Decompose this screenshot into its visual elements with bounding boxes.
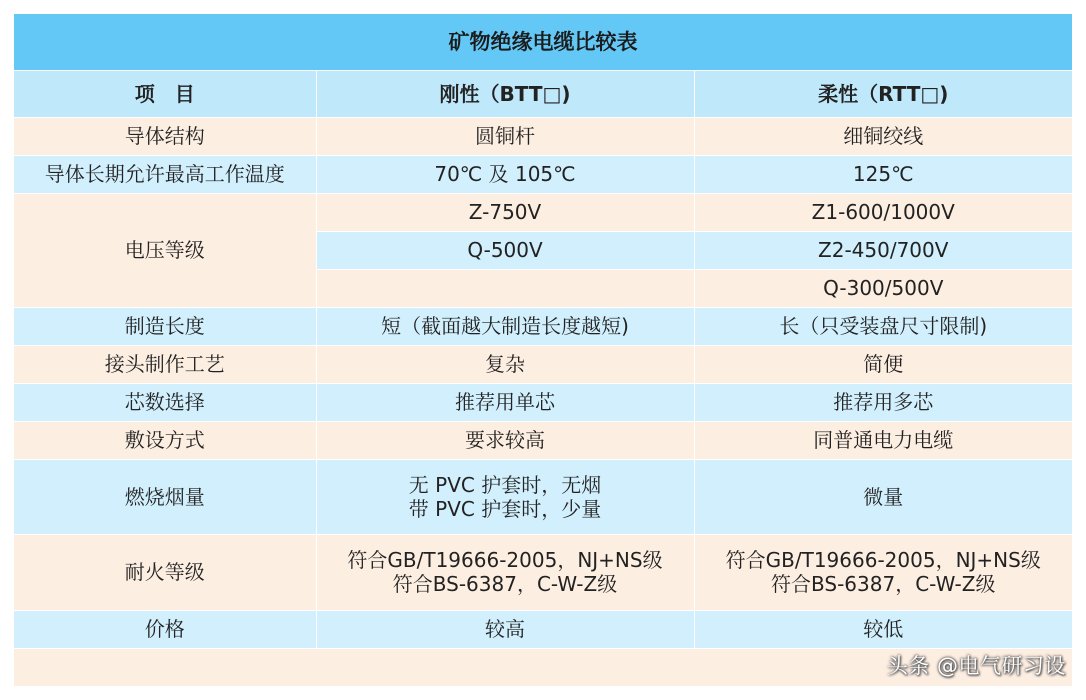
row-label: 燃烧烟量 [14,459,316,534]
rigid-value: 复杂 [316,345,694,383]
row-label: 芯数选择 [14,383,316,421]
flexible-value: Z2-450/700V [694,231,1072,269]
header-flexible: 柔性（RTT□) [694,70,1072,117]
row-label: 电压等级 [14,193,316,307]
row-label: 耐火等级 [14,534,316,610]
flexible-value: 细铜绞线 [694,117,1072,155]
rigid-line: 无 PVC 护套时，无烟 [408,472,602,497]
flexible-value: 同普通电力电缆 [694,421,1072,459]
table-row [14,610,1072,648]
row-label: 接头制作工艺 [14,345,316,383]
table-row [14,307,1072,345]
rigid-value [316,534,694,610]
table-row [14,345,1072,383]
rigid-value [316,459,694,534]
flexible-value: 较低 [694,610,1072,648]
flexible-value: 125℃ [694,155,1072,193]
flexible-value [694,534,1072,610]
rigid-value: 圆铜杆 [316,117,694,155]
row-label: 导体结构 [14,117,316,155]
rigid-value: Q-500V [316,231,694,269]
table-row [14,421,1072,459]
rigid-value: 短（截面越大制造长度越短) [316,307,694,345]
rigid-value: 较高 [316,610,694,648]
table-title: 矿物绝缘电缆比较表 [14,14,1072,70]
flexible-value: 推荐用多芯 [694,383,1072,421]
table-row [14,155,1072,193]
row-label: 导体长期允许最高工作温度 [14,155,316,193]
header-item: 项 目 [14,70,316,117]
cable-comparison-table [14,14,1072,687]
table-row [14,534,1072,610]
flexible-value: 长（只受装盘尺寸限制) [694,307,1072,345]
table-row [14,117,1072,155]
table-row [14,193,1072,231]
flexible-value: 简便 [694,345,1072,383]
row-label: 敷设方式 [14,421,316,459]
rigid-line: 带 PVC 护套时，少量 [408,496,602,521]
rigid-value: 要求较高 [316,421,694,459]
rigid-value: 推荐用单芯 [316,383,694,421]
table-row [14,459,1072,534]
watermark: 头条 @电气研习设 [886,654,1066,678]
rigid-value: 70℃ 及 105℃ [316,155,694,193]
flexible-value: Q-300/500V [694,269,1072,307]
header-rigid: 刚性（BTT□) [316,70,694,117]
flexible-value: 微量 [694,459,1072,534]
flexible-line: 符合BS-6387，C-W-Z级 [771,572,996,596]
table-row [14,383,1072,421]
rigid-value: Z-750V [316,193,694,231]
rigid-line: 符合BS-6387，C-W-Z级 [392,572,618,596]
header-row [14,70,1072,117]
flexible-value: Z1-600/1000V [694,193,1072,231]
flexible-line: 符合GB/T19666-2005，NJ+NS级 [725,548,1041,572]
row-label: 价格 [14,610,316,648]
row-label: 制造长度 [14,307,316,345]
rigid-line: 符合GB/T19666-2005，NJ+NS级 [347,548,663,572]
rigid-empty [316,269,694,307]
